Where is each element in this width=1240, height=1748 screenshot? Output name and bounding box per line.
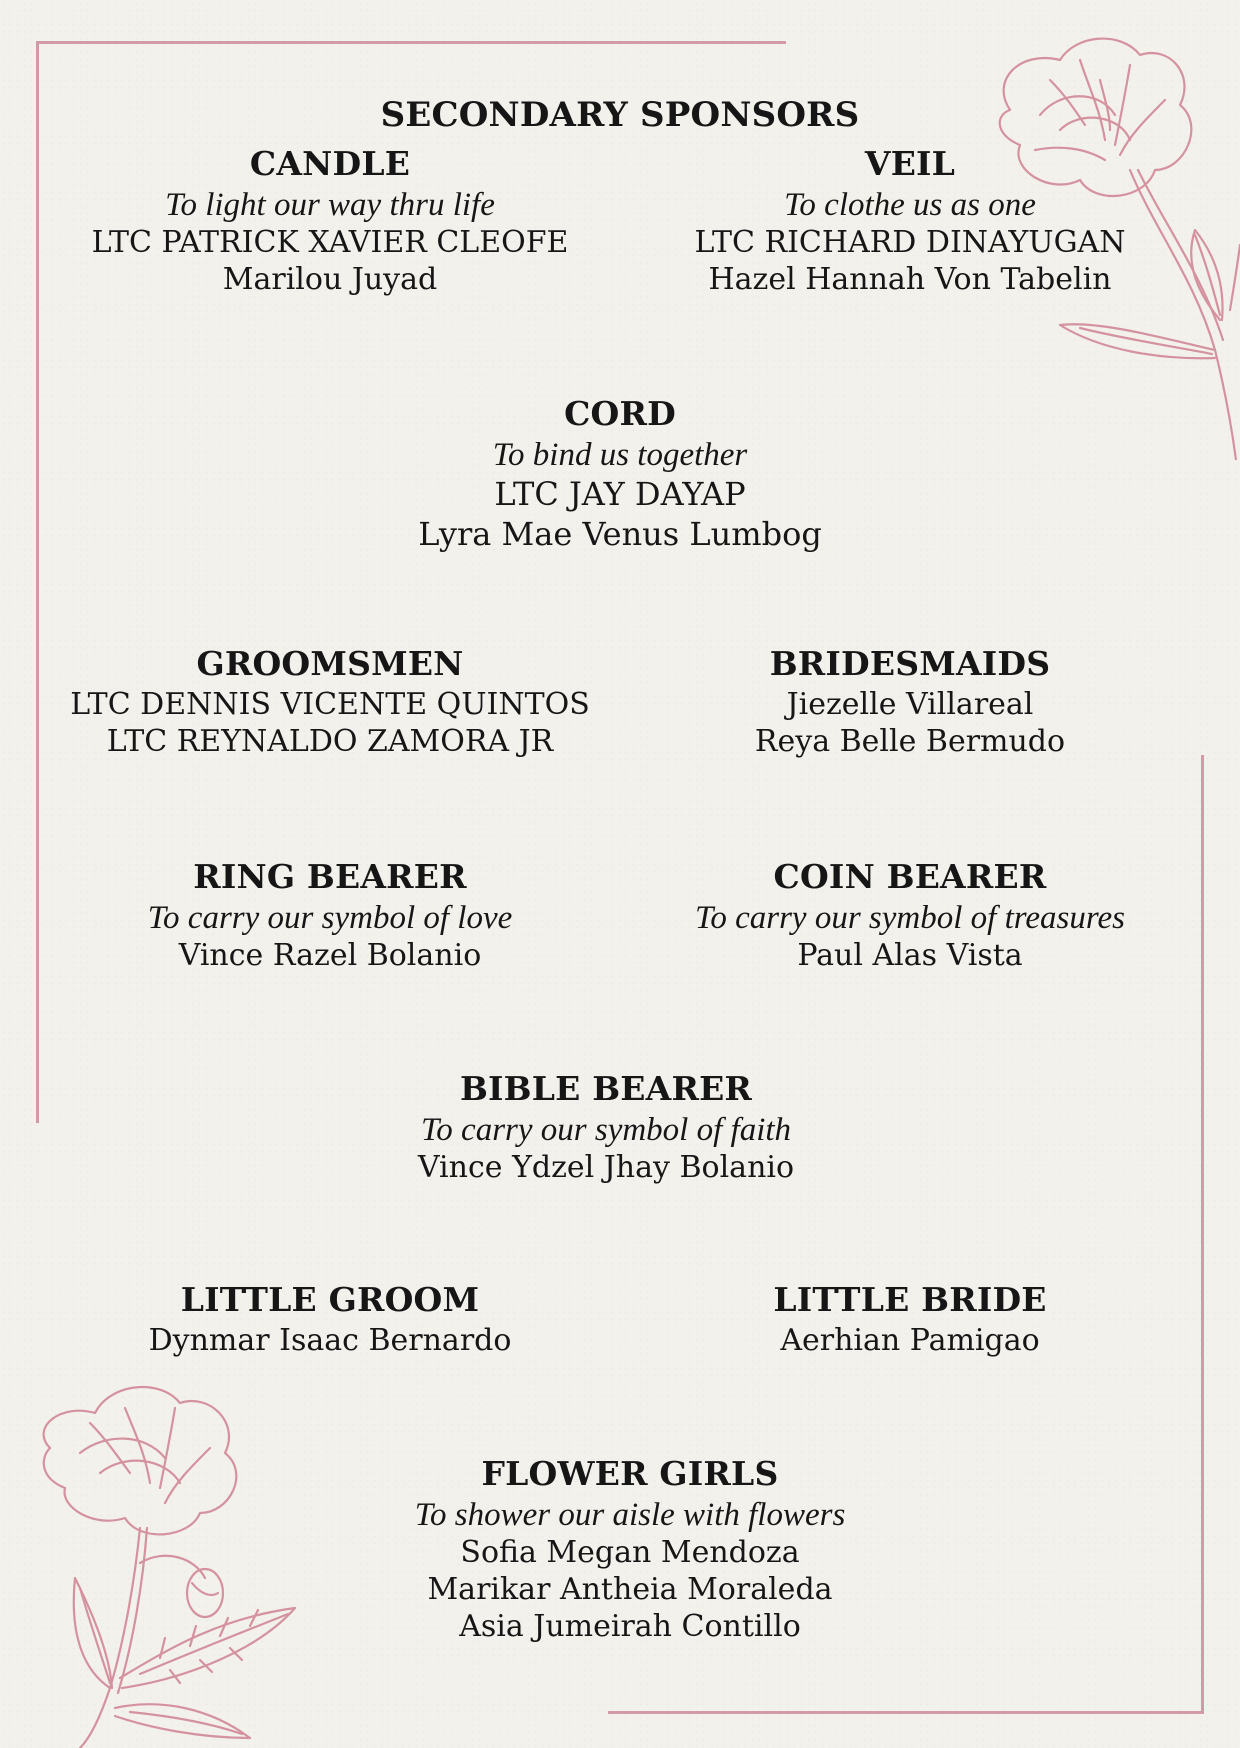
title-section xyxy=(330,93,910,137)
ring-bearer-heading: RING BEARER xyxy=(193,857,467,896)
page-title: SECONDARY SPONSORS xyxy=(380,95,860,135)
bridesmaids-name-1: Jiezelle Villareal xyxy=(786,687,1034,722)
groomsmen-section xyxy=(30,642,630,760)
little-groom-section xyxy=(40,1278,620,1359)
little-bride-heading: LITTLE BRIDE xyxy=(773,1280,1047,1319)
coin-bearer-tagline: To carry our symbol of treasures xyxy=(695,900,1125,936)
cord-tagline: To bind us together xyxy=(492,437,748,473)
coin-bearer-section xyxy=(620,855,1200,974)
ring-bearer-section xyxy=(40,855,620,974)
flower-girls-tagline: To shower our aisle with flowers xyxy=(414,1497,846,1533)
cord-section xyxy=(330,392,910,554)
bridesmaids-heading: BRIDESMAIDS xyxy=(769,644,1051,683)
flower-girls-section xyxy=(340,1452,920,1645)
candle-tagline: To light our way thru life xyxy=(165,187,495,223)
bridesmaids-name-2: Reya Belle Bermudo xyxy=(754,724,1066,759)
candle-heading: CANDLE xyxy=(249,144,411,183)
flower-girls-name-2: Marikar Antheia Moraleda xyxy=(427,1572,833,1607)
candle-name-1: LTC PATRICK XAVIER CLEOFE xyxy=(91,225,569,260)
flower-girls-name-1: Sofia Megan Mendoza xyxy=(460,1535,800,1570)
little-groom-heading: LITTLE GROOM xyxy=(180,1280,480,1319)
bible-bearer-heading: BIBLE BEARER xyxy=(459,1069,753,1108)
cord-name-1: LTC JAY DAYAP xyxy=(494,475,746,513)
little-bride-name: Aerhian Pamigao xyxy=(780,1323,1040,1358)
veil-tagline: To clothe us as one xyxy=(784,187,1036,223)
frame-left-line xyxy=(36,41,39,1123)
bridesmaids-section xyxy=(620,642,1200,760)
bottom-left-poppy-icon xyxy=(20,1378,360,1748)
groomsmen-name-2: LTC REYNALDO ZAMORA JR xyxy=(106,724,554,759)
coin-bearer-heading: COIN BEARER xyxy=(773,857,1047,896)
coin-bearer-name: Paul Alas Vista xyxy=(797,938,1023,973)
veil-section xyxy=(620,142,1200,298)
cord-name-2: Lyra Mae Venus Lumbog xyxy=(418,515,822,553)
bible-bearer-tagline: To carry our symbol of faith xyxy=(420,1112,792,1148)
flower-girls-heading: FLOWER GIRLS xyxy=(481,1454,779,1493)
frame-right-line xyxy=(1201,755,1204,1714)
veil-name-2: Hazel Hannah Von Tabelin xyxy=(708,262,1112,297)
cord-heading: CORD xyxy=(564,394,676,433)
candle-section xyxy=(40,142,620,298)
ring-bearer-name: Vince Razel Bolanio xyxy=(178,938,482,973)
veil-name-1: LTC RICHARD DINAYUGAN xyxy=(694,225,1126,260)
bible-bearer-section xyxy=(316,1067,896,1186)
ring-bearer-tagline: To carry our symbol of love xyxy=(147,900,513,936)
candle-name-2: Marilou Juyad xyxy=(222,262,438,297)
frame-top-line xyxy=(36,41,786,44)
frame-bottom-line xyxy=(608,1711,1204,1714)
flower-girls-name-3: Asia Jumeirah Contillo xyxy=(459,1609,801,1644)
little-groom-name: Dynmar Isaac Bernardo xyxy=(148,1323,512,1358)
groomsmen-heading: GROOMSMEN xyxy=(196,644,464,683)
groomsmen-name-1: LTC DENNIS VICENTE QUINTOS xyxy=(70,687,590,722)
little-bride-section xyxy=(620,1278,1200,1359)
veil-heading: VEIL xyxy=(864,144,956,183)
bible-bearer-name: Vince Ydzel Jhay Bolanio xyxy=(417,1150,795,1185)
